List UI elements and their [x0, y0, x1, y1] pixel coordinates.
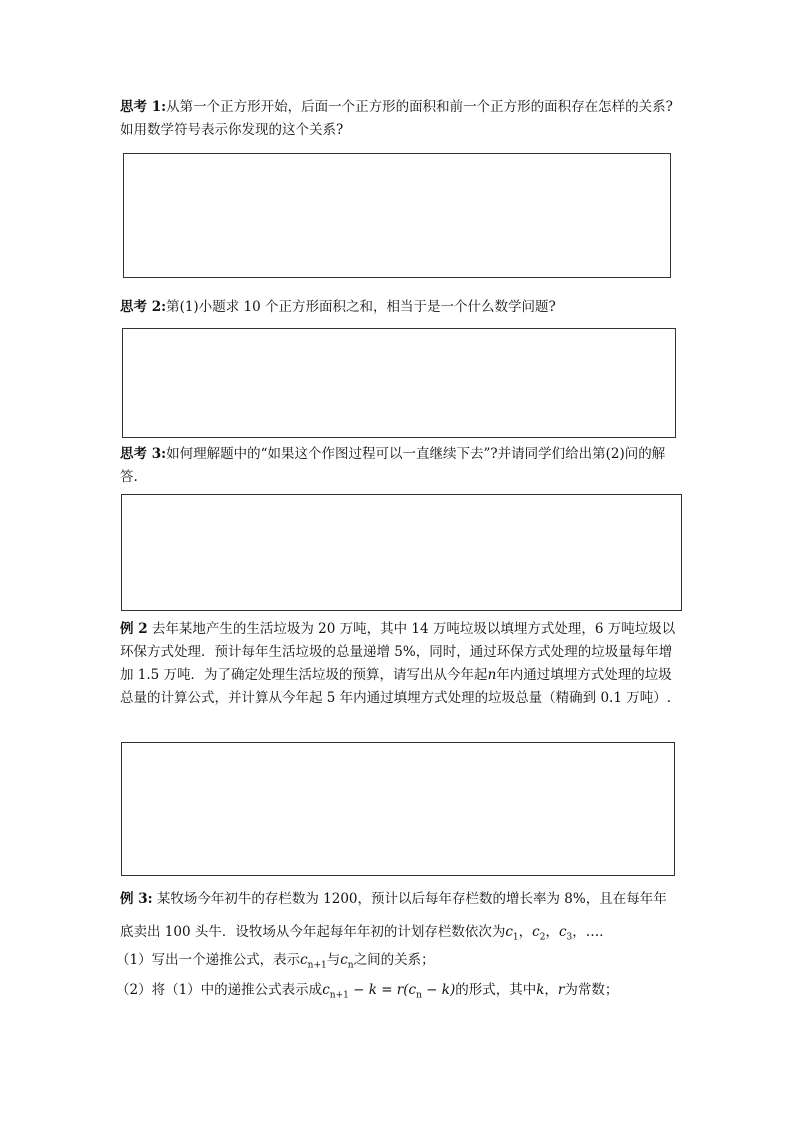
q1-var-b: c: [340, 952, 348, 968]
q2-formula-left: c: [322, 982, 330, 998]
answer-box-1[interactable]: [123, 153, 671, 278]
example-3-question-1: [116, 947, 676, 979]
q1-sub-a: n+1: [307, 960, 327, 971]
thinking-1-paragraph: [120, 96, 680, 142]
example-3-question-2: [116, 977, 696, 1009]
q1-prefix: （1）写出一个递推公式，表示: [116, 952, 301, 968]
seq-c2-sub: 2: [539, 932, 546, 943]
example-3-line1: 某牧场今年初牛的存栏数为 1200，预计以后每年存栏数的增长率为 8%，且在每年年: [152, 891, 667, 907]
thinking-1-label: 思考 1:: [120, 99, 167, 115]
q2-k: k: [536, 982, 545, 998]
q2-formula-sub2: n: [416, 990, 422, 1001]
example-3-line-1: [120, 886, 680, 912]
q2-formula-sub1: n+1: [329, 990, 349, 1001]
seq-c1: c: [505, 924, 513, 940]
q2-suffix-b: 为常数；: [564, 982, 619, 998]
answer-box-4[interactable]: [121, 742, 675, 876]
answer-box-2[interactable]: [122, 328, 676, 438]
example-2-text-a: 去年某地产生的生活垃圾为 20 万吨，其中 14 万吨垃圾以填埋方式处理，6 万吨垃圾以环保方式处理．预计每年生活垃圾的总量递增 5%，同时，通过环保方式处理的垃圾量每年增加 1.5 万吨．为了确定处理生活垃圾的预算，请写出从今年起: [120, 621, 676, 683]
example-2-label: 例 2: [120, 621, 148, 637]
seq-c1-sub: 1: [512, 932, 519, 943]
seq-c3-sub: 3: [566, 932, 573, 943]
q2-suffix-a: 的形式，其中: [455, 982, 537, 998]
q2-prefix: （2）将（1）中的递推公式表示成: [116, 982, 323, 998]
seq-c2: c: [532, 924, 540, 940]
answer-box-3[interactable]: [121, 494, 682, 611]
thinking-2-label: 思考 2:: [120, 299, 167, 315]
seq-c3: c: [558, 924, 567, 940]
example-2-paragraph: [120, 618, 680, 710]
thinking-1-text: 从第一个正方形开始，后面一个正方形的面积和前一个正方形的面积存在怎样的关系?如用数学符号表示你发现的这个关系?: [120, 99, 673, 138]
q1-var-a: c: [300, 952, 308, 968]
q1-sub-b: n: [347, 960, 354, 971]
example-2-text-b: 年内通过填埋方式处理的垃圾总量的计算公式，并计算从今年起 5 年内通过填埋方式处理的垃圾总量（精确到 0.1 万吨）.: [120, 667, 672, 706]
thinking-3-label: 思考 3:: [120, 446, 167, 462]
q1-suffix: 之间的关系；: [353, 952, 435, 968]
q2-r: r: [557, 982, 565, 998]
thinking-3-paragraph: [120, 443, 680, 489]
thinking-2-paragraph: [120, 296, 680, 319]
q2-formula-mid: − k = r(c: [348, 982, 417, 998]
seq-end: ，…．: [572, 924, 613, 940]
q2-sep: ，: [544, 982, 558, 998]
example-3-line-2: 底卖出 100 头牛．设牧场从今年起每年年初的计划存栏数依次为$c_1$，$c_2$，$c_3$，…．: [120, 924, 613, 943]
example-2-var-n: n: [487, 667, 497, 683]
q1-mid: 与: [326, 952, 341, 968]
example-3-label: 例 3:: [120, 891, 153, 907]
thinking-3-text: 如何理解题中的“如果这个作图过程可以一直继续下去”?并请同学们给出第(2)问的解答.: [120, 446, 666, 485]
thinking-2-text: 第(1)小题求 10 个正方形面积之和，相当于是一个什么数学问题?: [166, 299, 556, 315]
q2-formula-right: − k): [421, 982, 456, 998]
example-3-line2-text: 底卖出 100 头牛．设牧场从今年起每年年初的计划存栏数依次为: [120, 924, 506, 940]
